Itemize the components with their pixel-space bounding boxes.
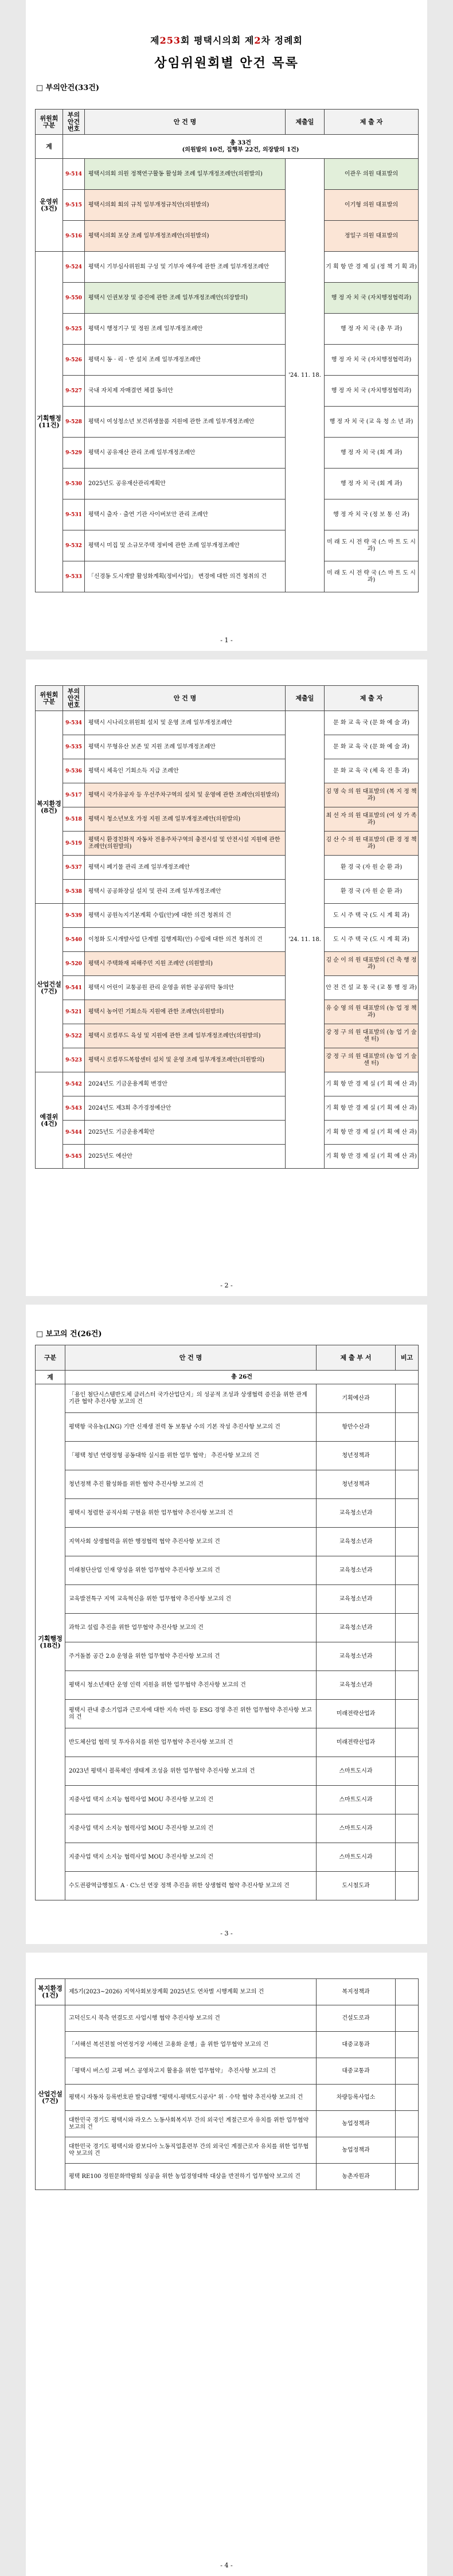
- agenda-number: 9-532: [63, 530, 85, 561]
- agenda-number: 9-528: [63, 407, 85, 438]
- note-cell: [396, 2058, 419, 2085]
- table-row: [36, 345, 419, 376]
- department: 스마트도시과: [317, 1786, 396, 1814]
- reports-table: [35, 1345, 419, 1900]
- table-row: [36, 190, 419, 221]
- department: 청년정책과: [317, 1442, 396, 1470]
- submitter: 김 산 수 의 원 대표발의 (환 경 정 책 과): [325, 832, 419, 856]
- agenda-title: 평택시 환경친화적 자동차 전용주차구역의 충전시설 및 안전시설 지원에 관한 조례안(의원발의): [85, 832, 286, 856]
- table-row: [36, 1556, 419, 1585]
- table-row: [36, 928, 419, 952]
- note-cell: [396, 1614, 419, 1642]
- agenda-title: 평택시 로컬푸드복합센터 설치 및 운영 조례 일부개정조례안(의원발의): [85, 1048, 286, 1072]
- agenda-title: 평택시 공유재산 관리 조례 일부개정조례안: [85, 438, 286, 469]
- department: 교육청소년과: [317, 1671, 396, 1700]
- table-row: [36, 952, 419, 976]
- table-row: [36, 314, 419, 345]
- table-row: [36, 561, 419, 592]
- note-cell: [396, 2137, 419, 2164]
- table-header-row: [36, 110, 419, 135]
- total-label: 계: [36, 135, 63, 159]
- agenda-title: 이청화 도시개발사업 단계별 집행계획(안) 수립에 대한 의견 청취의 건: [85, 928, 286, 952]
- table-row: [36, 880, 419, 904]
- page-number: - 3 -: [220, 1930, 233, 1937]
- agenda-title: 2025년도 공유재산관리계획안: [85, 469, 286, 499]
- agenda-title: 평택시의회 회의 규칙 일부개정규칙안(의원발의): [85, 190, 286, 221]
- agenda-number: 9-531: [63, 499, 85, 530]
- department: 교육청소년과: [317, 1614, 396, 1642]
- document-page-3: [26, 1305, 427, 1944]
- table-row: [36, 1413, 419, 1442]
- note-cell: [396, 2085, 419, 2111]
- table-row: [36, 469, 419, 499]
- note-cell: [396, 1700, 419, 1728]
- table-row: [36, 252, 419, 283]
- department: 교육청소년과: [317, 1528, 396, 1556]
- submission-date: '24. 11. 18.: [286, 711, 325, 1169]
- table-row: [36, 221, 419, 252]
- submitter: 도 시 주 택 국 (도 시 계 획 과): [325, 928, 419, 952]
- note-cell: [396, 2111, 419, 2137]
- note-cell: [396, 2032, 419, 2058]
- submitter: 기 획 항 만 경 제 실 (정 책 기 획 과): [325, 252, 419, 283]
- submitter: 기 획 항 만 경 제 실 (기 획 예 산 과): [325, 1096, 419, 1121]
- committee-cell: 기획행정 (11건): [36, 252, 63, 592]
- agenda-number: 9-525: [63, 314, 85, 345]
- agenda-title: 평택시 국가유공자 등 우선주차구역의 설치 및 운영에 관한 조례안(의원발의): [85, 783, 286, 807]
- table-row: [36, 1499, 419, 1528]
- submitter: 강 정 구 의 원 대표발의 (농 업 기 술 센 터): [325, 1048, 419, 1072]
- table-row: [36, 159, 419, 190]
- agenda-number: 9-518: [63, 807, 85, 832]
- submitter: 미 래 도 시 전 략 국 (스 마 트 도 시 과): [325, 561, 419, 592]
- document-page-2: [26, 659, 427, 1296]
- section-heading-agenda: □ 부의안건(33건): [36, 84, 99, 92]
- table-row: [36, 1872, 419, 1900]
- agenda-number: 9-539: [63, 904, 85, 928]
- agenda-number: 9-533: [63, 561, 85, 592]
- agenda-title: 평택시 체육인 기회소득 지급 조례안: [85, 759, 286, 783]
- table-row: [36, 2005, 419, 2032]
- table-row: [36, 807, 419, 832]
- agenda-number: 9-541: [63, 976, 85, 1000]
- report-title: 주거돌봄 공간 2.0 운영을 위한 업무협약 추진사항 보고의 건: [65, 1642, 317, 1671]
- table-row: [36, 759, 419, 783]
- note-cell: [396, 2005, 419, 2032]
- submitter: 이기형 의원 대표발의: [325, 190, 419, 221]
- category-cell: 복지환경 (1건): [36, 1979, 65, 2005]
- department: 교육청소년과: [317, 1585, 396, 1614]
- agenda-title: 평택시 청소년보호 가정 지원 조례 일부개정조례안(의원발의): [85, 807, 286, 832]
- report-title: 청년정책 추진 활성화를 위한 협약 추진사항 보고의 건: [65, 1470, 317, 1499]
- table-row: [36, 1528, 419, 1556]
- department: 교육청소년과: [317, 1499, 396, 1528]
- note-cell: [396, 1499, 419, 1528]
- submitter: 행 정 자 치 국 (자치행정협력과): [325, 283, 419, 314]
- total-label: 계: [36, 1371, 65, 1384]
- submitter: 행 정 자 치 국 (정 보 통 신 과): [325, 499, 419, 530]
- table-row: [36, 1048, 419, 1072]
- total-row: [36, 1371, 419, 1384]
- report-title: 지중사업 택지 소지능 협력사업 MOU 추진사항 보고의 건: [65, 1843, 317, 1872]
- report-title: 교육발전특구 지역 교육혁신을 위한 업무협약 추진사항 보고의 건: [65, 1585, 317, 1614]
- category-cell: 기획행정 (18건): [36, 1384, 65, 1900]
- agenda-title: 평택시 인권보장 및 증진에 관한 조례 일부개정조례안(의장발의): [85, 283, 286, 314]
- col-header-number: 부의 안건 번호: [63, 110, 85, 135]
- department: 교육청소년과: [317, 1642, 396, 1671]
- report-title: 평택시 관내 중소기업과 근로자에 대한 지속 마련 등 ESG 경영 추진 위한 업무협약 추진사항 보고의 건: [65, 1700, 317, 1728]
- department: 차량등록사업소: [317, 2085, 396, 2111]
- table-row: [36, 2085, 419, 2111]
- submitter: 행 정 자 치 국 (회 계 과): [325, 438, 419, 469]
- submitter: 기 획 항 만 경 제 실 (기 획 예 산 과): [325, 1145, 419, 1169]
- table-row: [36, 1843, 419, 1872]
- note-cell: [396, 1671, 419, 1700]
- agenda-table: [35, 109, 419, 592]
- total-row: [36, 135, 419, 159]
- agenda-number: 9-517: [63, 783, 85, 807]
- note-cell: [396, 1585, 419, 1614]
- submitter: 행 정 자 치 국 (총 무 과): [325, 314, 419, 345]
- agenda-number: 9-521: [63, 1000, 85, 1024]
- agenda-title: 국내 자치제 자매결연 체결 동의안: [85, 376, 286, 407]
- department: 농촌자원과: [317, 2164, 396, 2190]
- submitter: 안 전 건 설 교 통 국 (교 통 행 정 과): [325, 976, 419, 1000]
- agenda-title: 2024년도 기금운용계획 변경안: [85, 1072, 286, 1096]
- agenda-title: 평택시 출자 · 출연 기관 사이버보안 관리 조례안: [85, 499, 286, 530]
- total-summary: 총 26건: [65, 1371, 419, 1384]
- table-row: [36, 1072, 419, 1096]
- agenda-number: 9-535: [63, 735, 85, 759]
- section-heading-reports: □ 보고의 건(26건): [36, 1330, 102, 1338]
- table-row: [36, 1384, 419, 1413]
- note-cell: [396, 1872, 419, 1900]
- agenda-number: 9-538: [63, 880, 85, 904]
- agenda-title: 평택시 공원녹지기본계획 수립(안)에 대한 의견 청취의 건: [85, 904, 286, 928]
- col-header-committee: 위원회 구분: [36, 110, 63, 135]
- note-cell: [396, 1757, 419, 1786]
- report-title: 과학고 설립 추진을 위한 업무협약 추진사항 보고의 건: [65, 1614, 317, 1642]
- submitter: 환 경 국 (자 원 순 환 과): [325, 880, 419, 904]
- report-title: 평택항 국유농(LNG) 기반 신재생 전력 동 보통남 수의 기본 작성 추진사항 보고의 건: [65, 1413, 317, 1442]
- department: 건설도로과: [317, 2005, 396, 2032]
- col-header-department: 제 출 부 서: [317, 1345, 396, 1371]
- table-row: [36, 904, 419, 928]
- submitter: 미 래 도 시 전 략 국 (스 마 트 도 시 과): [325, 530, 419, 561]
- table-row: [36, 1786, 419, 1814]
- committee-cell: 복지환경 (8건): [36, 711, 63, 904]
- report-title: 지중사업 택지 소지능 협력사업 MOU 추진사항 보고의 건: [65, 1786, 317, 1814]
- department: 스마트도시과: [317, 1843, 396, 1872]
- agenda-number: 9-536: [63, 759, 85, 783]
- report-title: 지역사회 상생협력을 위한 행정협력 협약 추진사항 보고의 건: [65, 1528, 317, 1556]
- report-title: 제5기(2023~2026) 지역사회보장계획 2025년도 연차별 시행계획 보고의 건: [65, 1979, 317, 2005]
- reports-table-continued: [35, 1978, 419, 2190]
- agenda-number: 9-516: [63, 221, 85, 252]
- submitter: 최 선 자 의 원 대표발의 (여 성 가 족 과): [325, 807, 419, 832]
- note-cell: [396, 2164, 419, 2190]
- report-title: 대한민국 경기도 평택시와 캄보디아 노동직업훈련부 간의 외국인 계절근로자 유치를 위한 업무협약 보고의 건: [65, 2137, 317, 2164]
- agenda-number: 9-526: [63, 345, 85, 376]
- department: 항만수산과: [317, 1413, 396, 1442]
- col-header-title: 안 건 명: [65, 1345, 317, 1371]
- agenda-number: 9-523: [63, 1048, 85, 1072]
- department: 기획예산과: [317, 1384, 396, 1413]
- department: 농업정책과: [317, 2111, 396, 2137]
- agenda-table-continued: [35, 685, 419, 1169]
- agenda-number: 9-519: [63, 832, 85, 856]
- agenda-title: 「신경동 도시개발 활성화계획(정비사업)」 변경에 대한 의견 청취의 건: [85, 561, 286, 592]
- submitter: 김 순 이 의 원 대표발의 (건 축 행 정 과): [325, 952, 419, 976]
- total-count: 총 33건: [230, 139, 251, 146]
- table-row: [36, 2058, 419, 2085]
- department: 스마트도시과: [317, 1814, 396, 1843]
- agenda-title: 평택시 무형유산 보존 및 지원 조례 일부개정조례안: [85, 735, 286, 759]
- table-row: [36, 711, 419, 735]
- agenda-title: 평택시 농어민 기회소득 지원에 관한 조례안(의원발의): [85, 1000, 286, 1024]
- committee-cell: 산업건설 (7건): [36, 904, 63, 1072]
- report-title: 「평택시 버스킹 고평 버스 공영차고지 활용을 위한 업무협약」 추진사항 보고의 건: [65, 2058, 317, 2085]
- agenda-title: 평택시 공공화장실 설치 및 관리 조례 일부개정조례안: [85, 880, 286, 904]
- note-cell: [396, 1786, 419, 1814]
- agenda-title: 평택시 로컬푸드 육성 및 지원에 관한 조례 일부개정조례안(의원발의): [85, 1024, 286, 1048]
- report-title: 평택시 자동차 등록번호판 발급대행 "평택시-평택도시공사" 위 · 수탁 협약 추진사항 보고의 건: [65, 2085, 317, 2111]
- note-cell: [396, 1384, 419, 1413]
- table-row: [36, 1700, 419, 1728]
- col-header-number: 부의 안건 번호: [63, 686, 85, 711]
- document-subtitle: 상임위원회별 안건 목록: [154, 56, 299, 71]
- submitter: 문 화 교 육 국 (문 화 예 술 과): [325, 711, 419, 735]
- department: 도시철도과: [317, 1872, 396, 1900]
- table-row: [36, 2032, 419, 2058]
- department: 대중교통과: [317, 2032, 396, 2058]
- department: 복지정책과: [317, 1979, 396, 2005]
- category-cell: 산업건설 (7건): [36, 2005, 65, 2190]
- committee-cell: 운영위 (3건): [36, 159, 63, 252]
- agenda-number: 9-543: [63, 1096, 85, 1121]
- committee-cell: 예결위 (4건): [36, 1072, 63, 1169]
- table-row: [36, 1757, 419, 1786]
- agenda-number: 9-534: [63, 711, 85, 735]
- report-title: 「평택 청년 연령정형 공동대학 실시를 위한 업무 협약」 추진사항 보고의 건: [65, 1442, 317, 1470]
- page-number: - 2 -: [220, 1282, 233, 1289]
- table-row: [36, 2111, 419, 2137]
- agenda-number: 9-524: [63, 252, 85, 283]
- note-cell: [396, 1814, 419, 1843]
- table-row: [36, 438, 419, 469]
- report-title: 평택시 청렴한 공직사회 구현을 위한 업무협약 추진사항 보고의 건: [65, 1499, 317, 1528]
- document-title: 제253회 평택시의회 제2차 정례회: [150, 35, 303, 46]
- agenda-title: 2025년도 기금운용계획안: [85, 1121, 286, 1145]
- agenda-title: 평택시 주택화재 피해주민 지원 조례안 (의원발의): [85, 952, 286, 976]
- agenda-number: 9-529: [63, 438, 85, 469]
- report-title: 「서해선 복선전철 어연정거장 서해선 고용화 운행」을 위한 업무협약 보고의 건: [65, 2032, 317, 2058]
- agenda-title: 평택시의회 의원 정책연구활동 활성화 조례 일부개정조례안(의원발의): [85, 159, 286, 190]
- page-number: - 4 -: [220, 2562, 233, 2569]
- agenda-number: 9-540: [63, 928, 85, 952]
- report-title: 평택 RE100 정원문화박람회 성공을 위한 농업경영대학 대상을 반전하기 업무협약 보고의 건: [65, 2164, 317, 2190]
- col-header-category: 구분: [36, 1345, 65, 1371]
- agenda-title: 2025년도 예산안: [85, 1145, 286, 1169]
- agenda-title: 평택시 여성청소년 보건위생물품 지원에 관한 조례 일부개정조례안: [85, 407, 286, 438]
- table-row: [36, 783, 419, 807]
- table-row: [36, 1000, 419, 1024]
- table-row: [36, 856, 419, 880]
- department: 대중교통과: [317, 2058, 396, 2085]
- agenda-number: 9-530: [63, 469, 85, 499]
- table-row: [36, 1442, 419, 1470]
- submitter: 문 화 교 육 국 (체 육 진 흥 과): [325, 759, 419, 783]
- agenda-number: 9-527: [63, 376, 85, 407]
- table-row: [36, 1671, 419, 1700]
- table-row: [36, 1585, 419, 1614]
- agenda-title: 평택시 미집 및 소규모주택 정비에 관한 조례 일부개정조례안: [85, 530, 286, 561]
- submitter: 행 정 자 치 국 (자치행정협력과): [325, 345, 419, 376]
- submitter: 문 화 교 육 국 (문 화 예 술 과): [325, 735, 419, 759]
- submitter: 기 획 항 만 경 제 실 (기 획 예 산 과): [325, 1121, 419, 1145]
- note-cell: [396, 1556, 419, 1585]
- agenda-title: 평택시 행정기구 및 정원 조례 일부개정조례안: [85, 314, 286, 345]
- table-row: [36, 1121, 419, 1145]
- department: 미래전략산업과: [317, 1728, 396, 1757]
- page-number: - 1 -: [220, 637, 233, 644]
- agenda-number: 9-537: [63, 856, 85, 880]
- table-row: [36, 1979, 419, 2005]
- agenda-title: 평택시 기부심사위원회 구성 및 기부자 예우에 관한 조례 일부개정조례안: [85, 252, 286, 283]
- submitter: 행 정 자 치 국 (교 육 청 소 년 과): [325, 407, 419, 438]
- submitter: 도 시 주 택 국 (도 시 계 획 과): [325, 904, 419, 928]
- table-row: [36, 1728, 419, 1757]
- table-row: [36, 376, 419, 407]
- col-header-submitter: 제 출 자: [325, 686, 419, 711]
- col-header-date: 제출일: [286, 686, 325, 711]
- table-row: [36, 832, 419, 856]
- report-title: 반도체산업 협력 및 투자유치를 위한 업무협약 추진사항 보고의 건: [65, 1728, 317, 1757]
- submission-date: '24. 11. 18.: [286, 159, 325, 592]
- report-title: 수도권광역급행철도 A · C노선 연장 정책 추진을 위한 상생협력 협약 추진사항 보고의 건: [65, 1872, 317, 1900]
- agenda-number: 9-514: [63, 159, 85, 190]
- department: 미래전략산업과: [317, 1700, 396, 1728]
- department: 농업정책과: [317, 2137, 396, 2164]
- submitter: 행 정 자 치 국 (회 계 과): [325, 469, 419, 499]
- total-summary: [63, 135, 419, 159]
- submitter: 김 명 숙 의 원 대표발의 (복 지 정 책 과): [325, 783, 419, 807]
- table-row: [36, 1470, 419, 1499]
- department: 청년정책과: [317, 1470, 396, 1499]
- report-title: 고덕신도시 북측 연결도로 사업시행 협약 추진사항 보고의 건: [65, 2005, 317, 2032]
- report-title: 평택시 청소년재단 운영 인력 지원을 위한 업무협약 추진사항 보고의 건: [65, 1671, 317, 1700]
- table-row: [36, 2137, 419, 2164]
- table-row: [36, 1024, 419, 1048]
- table-row: [36, 1814, 419, 1843]
- table-row: [36, 530, 419, 561]
- document-page-4: [26, 1953, 427, 2576]
- table-row: [36, 1096, 419, 1121]
- table-row: [36, 1642, 419, 1671]
- note-cell: [396, 1413, 419, 1442]
- submitter: 이관우 의원 대표발의: [325, 159, 419, 190]
- table-header-row: [36, 1345, 419, 1371]
- department: 교육청소년과: [317, 1556, 396, 1585]
- department: 스마트도시과: [317, 1757, 396, 1786]
- report-title: 미래첨단산업 인재 양성을 위한 업무협약 추진사항 보고의 건: [65, 1556, 317, 1585]
- col-header-title: 안 건 명: [85, 110, 286, 135]
- report-title: 2023년 평택시 블록체인 생태계 조성을 위한 업무협약 추진사항 보고의 건: [65, 1757, 317, 1786]
- submitter: 기 획 항 만 경 제 실 (기 획 예 산 과): [325, 1072, 419, 1096]
- submitter: 유 승 영 의 원 대표발의 (농 업 정 책 과): [325, 1000, 419, 1024]
- agenda-title: 평택시 시나리오위원회 설치 및 운영 조례 일부개정조례안: [85, 711, 286, 735]
- table-row: [36, 1145, 419, 1169]
- submitter: 환 경 국 (자 원 순 환 과): [325, 856, 419, 880]
- document-page-1: [26, 0, 427, 651]
- note-cell: [396, 1442, 419, 1470]
- submitter: 정일구 의원 대표발의: [325, 221, 419, 252]
- note-cell: [396, 1642, 419, 1671]
- submitter: 행 정 자 치 국 (자치행정협력과): [325, 376, 419, 407]
- agenda-number: 9-515: [63, 190, 85, 221]
- col-header-title: 안 건 명: [85, 686, 286, 711]
- agenda-number: 9-522: [63, 1024, 85, 1048]
- agenda-number: 9-542: [63, 1072, 85, 1096]
- table-row: [36, 407, 419, 438]
- col-header-note: 비고: [396, 1345, 419, 1371]
- table-row: [36, 283, 419, 314]
- agenda-number: 9-550: [63, 283, 85, 314]
- report-title: 「용인 첨단시스템반도체 클러스터 국가산업단지」의 성공적 조성과 상생협력 증진을 위한 관계기관 협약 추진사항 보고의 건: [65, 1384, 317, 1413]
- table-row: [36, 2164, 419, 2190]
- agenda-number: 9-545: [63, 1145, 85, 1169]
- col-header-date: 제출일: [286, 110, 325, 135]
- agenda-title: 평택시 어린이 교통공원 관리 운영을 위한 공공위탁 동의안: [85, 976, 286, 1000]
- col-header-submitter: 제 출 자: [325, 110, 419, 135]
- agenda-number: 9-520: [63, 952, 85, 976]
- report-title: 대한민국 경기도 평택시와 라오스 노동사회복지부 간의 외국인 계절근로자 유치를 위한 업무협약 보고의 건: [65, 2111, 317, 2137]
- total-breakdown: (의원발의 10건, 집행부 22건, 의장발의 1건): [182, 146, 299, 153]
- agenda-title: 평택시 폐기물 관리 조례 일부개정조례안: [85, 856, 286, 880]
- note-cell: [396, 1528, 419, 1556]
- table-row: [36, 976, 419, 1000]
- table-header-row: [36, 686, 419, 711]
- table-row: [36, 735, 419, 759]
- note-cell: [396, 1843, 419, 1872]
- submitter: 강 정 구 의 원 대표발의 (농 업 기 술 센 터): [325, 1024, 419, 1048]
- note-cell: [396, 1470, 419, 1499]
- report-title: 지중사업 택지 소지능 협력사업 MOU 추진사항 보고의 건: [65, 1814, 317, 1843]
- note-cell: [396, 1728, 419, 1757]
- agenda-title: 평택시의회 포상 조례 일부개정조례안(의원발의): [85, 221, 286, 252]
- col-header-committee: 위원회 구분: [36, 686, 63, 711]
- agenda-number: 9-544: [63, 1121, 85, 1145]
- agenda-title: 2024년도 제3회 추가경정예산안: [85, 1096, 286, 1121]
- note-cell: [396, 1979, 419, 2005]
- table-row: [36, 1614, 419, 1642]
- agenda-title: 평택시 동 · 리 · 반 설치 조례 일부개정조례안: [85, 345, 286, 376]
- table-row: [36, 499, 419, 530]
